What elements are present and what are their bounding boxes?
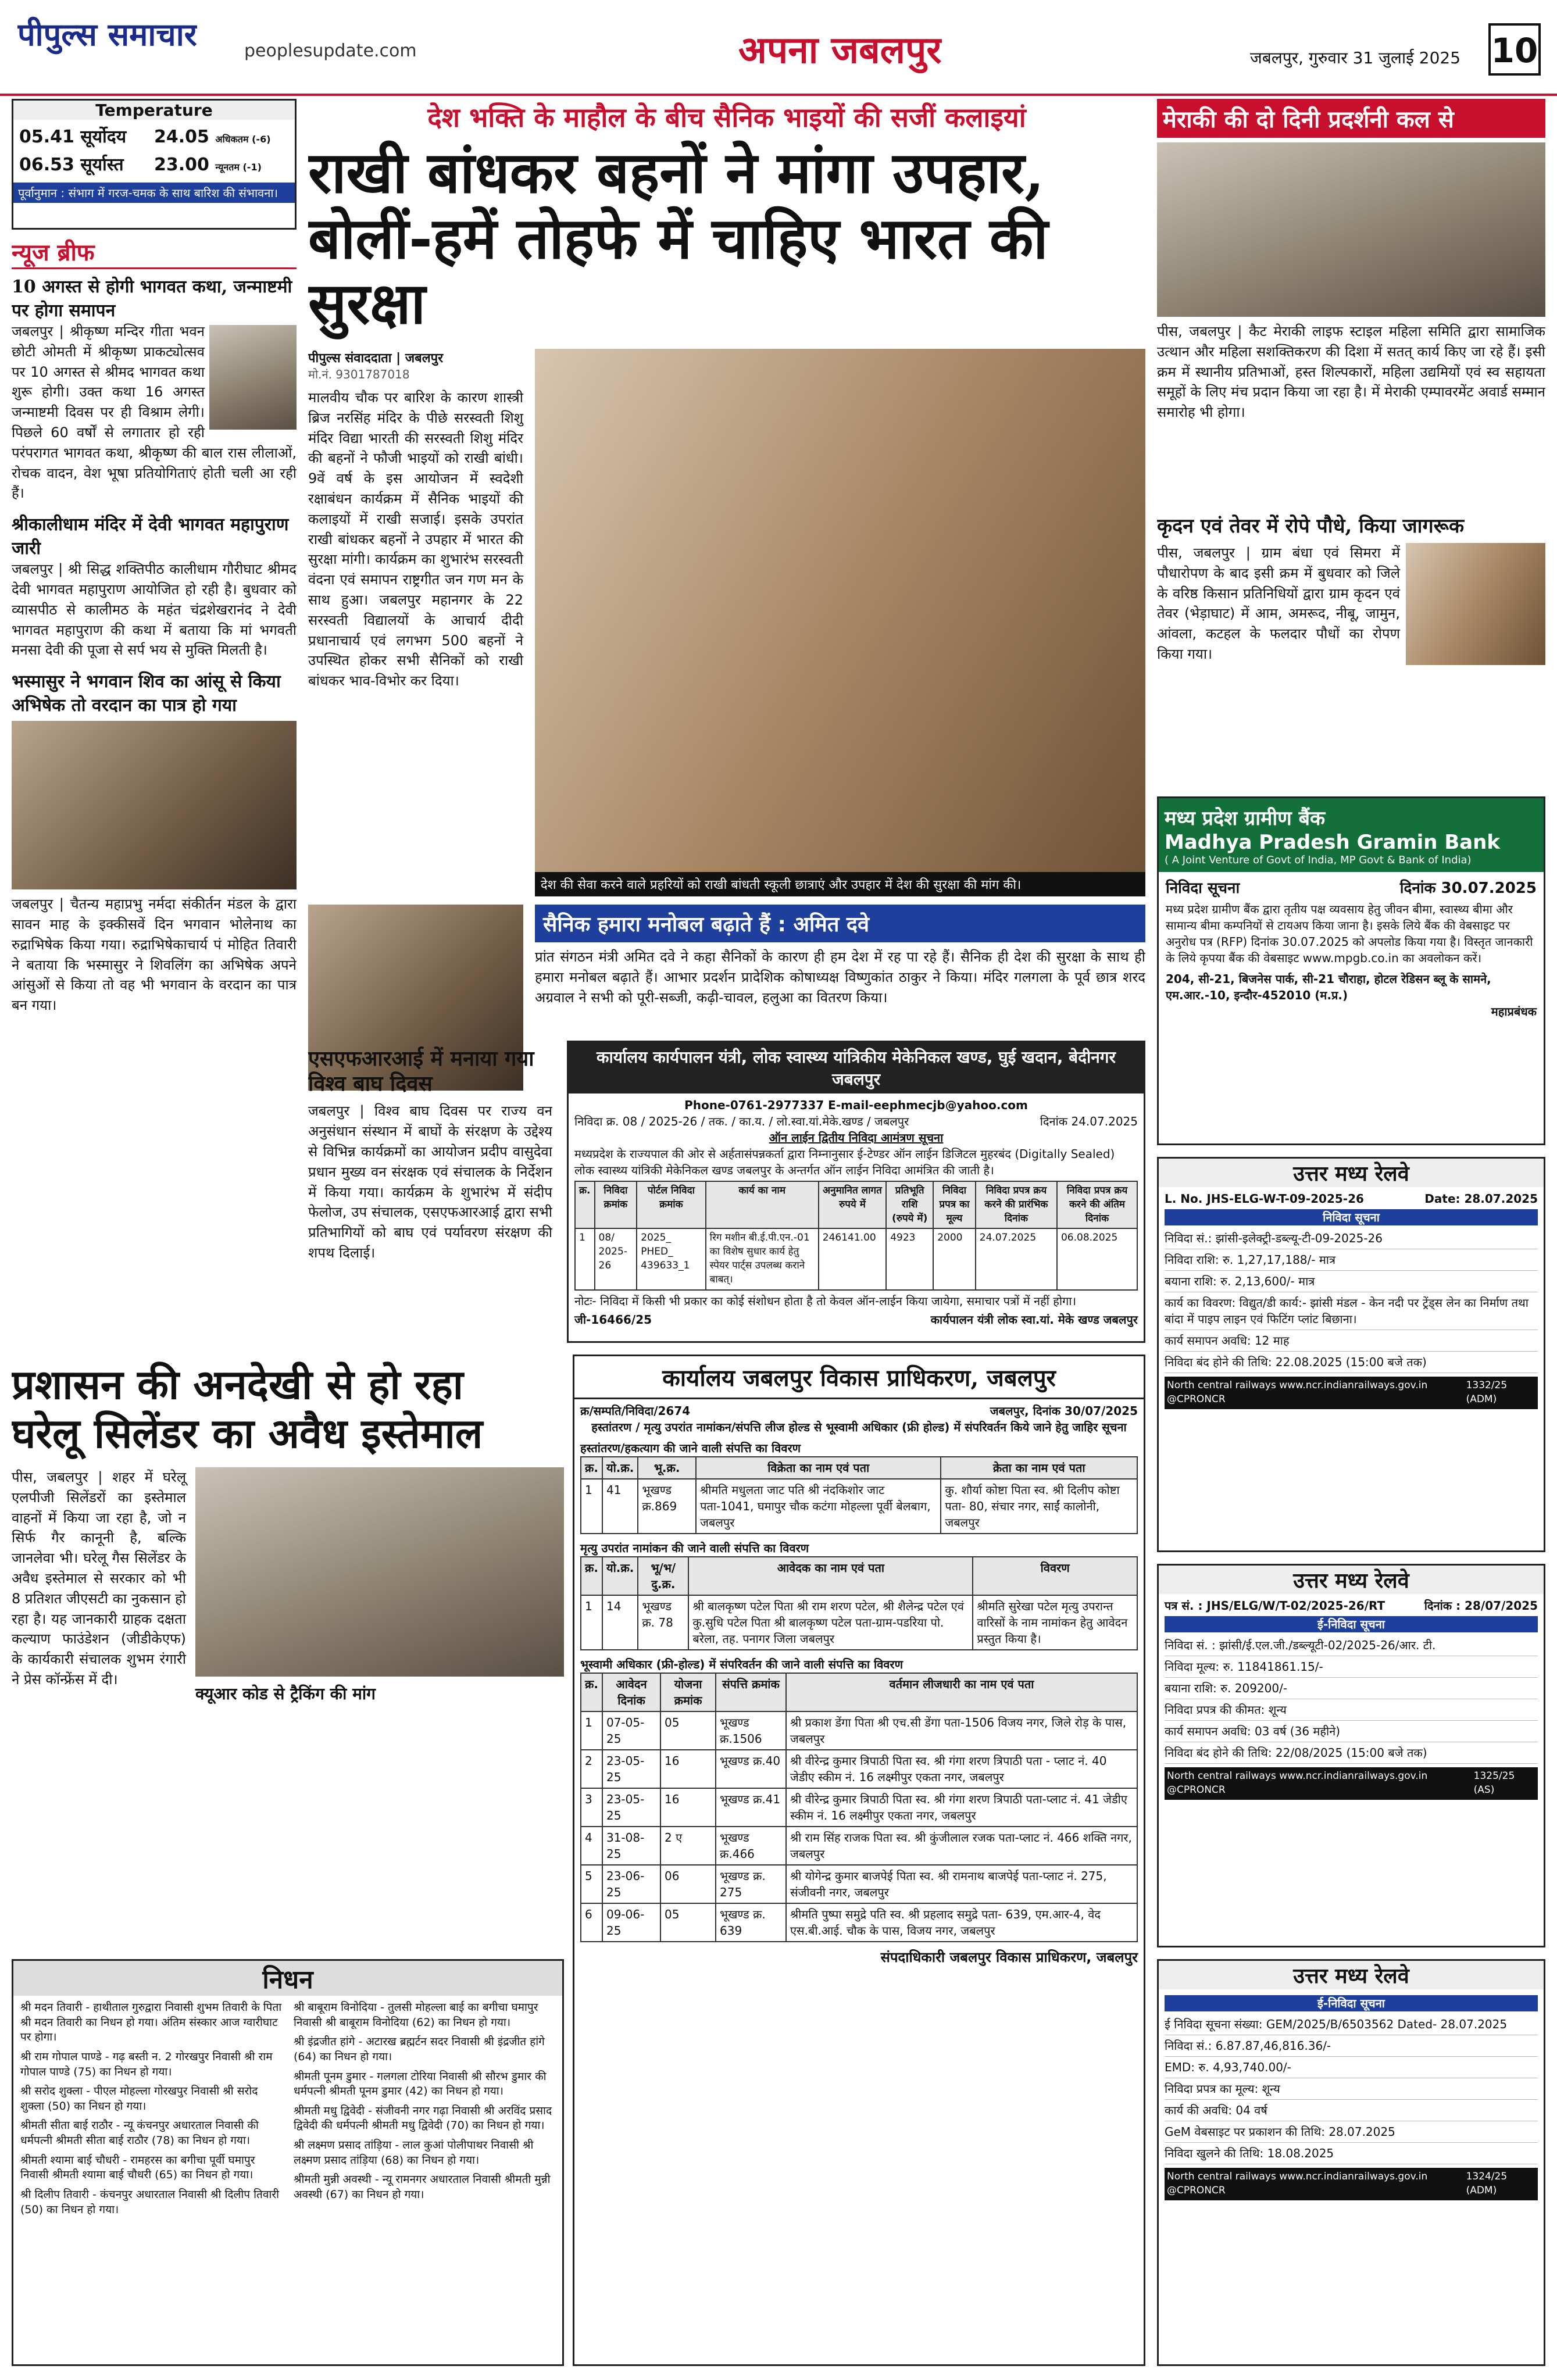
phed-signature: कार्यपालन यंत्री लोक स्वा.यां. मेके खण्ड जबलपुर <box>930 1312 1138 1327</box>
table-header-cell: क्रेता का नाम एवं पता <box>941 1457 1137 1479</box>
lead-body: मालवीय चौक पर बारिश के कारण शास्त्री ब्रिज नरसिंह मंदिर के पीछे सरस्वती शिशु मंदिर विद्या भारती की सरस्वती शिशु मंदिर की बहनों ने फौजी भाइयों को राखी बांधी। 9वें वर्ष के इस आयोजन में स्वदेशी रक्षाबंधन कार्यक्रम में सैनिक भाइयों की कलाइयों में राखी सजाई। इसके उपरांत राखी बांधकर बहनों ने उपहार में भारत की सुरक्षा मांगी। कार्यक्रम का शुभारंभ सरस्वती वंदना एवं समापन राष्ट्रगीत जन गण मन के साथ हुआ। जबलपुर महानगर के 22 सरस्वती विद्यालयों के आचार्य दीदी प्रधानाचार्य एवं लगभग 500 बहनों ने उपस्थित होकर सभी सैनिकों को राखी बांधकर भाव-विभोर कर दिया। <box>308 389 523 689</box>
table-header-cell: निविदा प्रपत्र का मूल्य <box>933 1181 976 1228</box>
table-cell: भूखण्ड क्र. 275 <box>716 1865 786 1903</box>
lead-photo <box>535 349 1145 872</box>
phed-contact[interactable]: Phone-0761-2977337 E-mail-eephmecjb@yahoo.com <box>684 1098 1028 1112</box>
tender-line: निविदा सं. : झांसी/ई.एल.जी./डब्ल्यूटी-02/2025-26/आर. टी. <box>1165 1635 1538 1656</box>
tender-line: निविदा सं.: 6.87.87,46,816.36/- <box>1165 2035 1538 2057</box>
table-header-cell: क्र. <box>575 1181 595 1228</box>
lpg-headline-2: घरेलू सिलेंडर का अवैध इस्तेमाल <box>12 1409 483 1457</box>
max-label: अधिकतम (-6) <box>215 134 271 145</box>
table-cell: कु. शौर्या कोष्टा पिता स्व. श्री दिलीप कोष्टा पता- 80, संचार नगर, साईं कालोनी, जबलपुर <box>941 1479 1137 1534</box>
ncr1-code: 1332/25 (ADM) <box>1466 1380 1508 1405</box>
table-cell: 4 <box>581 1827 602 1865</box>
meraki-story <box>1157 99 1545 506</box>
tender-line: निविदा प्रपत्र की कीमत: शून्य <box>1165 1699 1538 1721</box>
table-header-cell: क्र. <box>581 1673 602 1711</box>
section-title: अपना जबलपुर <box>738 28 942 72</box>
brief-story1-photo <box>209 325 297 430</box>
obituary-item: श्री मदन तिवारी - हाथीताल गुरुद्वारा निवासी शुभम तिवारी के पिता श्री मदन तिवारी का निधन हो गया। अंतिम संस्कार आज ग्वारीघाट पर होगा। <box>20 2001 282 2044</box>
ncr1-ref: L. No. JHS-ELG-W-T-09-2025-26 <box>1165 1192 1364 1206</box>
phed-ref: निविदा क्र. 08 / 2025-26 / तक. / का.य. / लो.स्वा.यां.मेके.खण्ड / जबलपुर <box>574 1114 909 1128</box>
jda-table-1 <box>580 1456 1138 1534</box>
lpg-subhead: क्यूआर कोड से ट्रैकिंग की मांग <box>195 1684 376 1703</box>
obituary-item: श्री दिलीप तिवारी - कंचनपुर अधारताल निवासी श्री दिलीप तिवारी (50) का निधन हो गया। <box>20 2188 280 2216</box>
table-cell: श्रीमति मधुलता जाट पति श्री नंदकिशोर जाट पता-1041, घमापुर चौक कटंगा मोहल्ला पूर्वी बेलबाग, जबलपुर <box>696 1479 941 1534</box>
table-cell: 5 <box>581 1865 602 1903</box>
table-cell: 2 <box>581 1750 602 1788</box>
ncr1-date: Date: 28.07.2025 <box>1424 1192 1538 1206</box>
mpgb-sub: ( A Joint Venture of Govt of India, MP Govt & Bank of India) <box>1165 854 1472 866</box>
mpgb-address: 204, सी-21, बिजनेस पार्क, सी-21 चौराहा, होटल रेडिसन ब्लू के सामने, एम.आर.-10, इन्दौर-452010 (म.प्र.) <box>1166 972 1491 1002</box>
sunrise: 05.41 सूर्योदय <box>19 127 127 147</box>
tender-line: निविदा बंद होने की तिथि: 22.08.2025 (15:00 बजे तक) <box>1165 1352 1538 1373</box>
jda-signature: संपदाधिकारी जबलपुर विकास प्राधिकरण, जबलपुर <box>880 1949 1138 1966</box>
news-brief-column <box>12 235 297 1352</box>
table-header-cell: भू.क्र. <box>638 1457 696 1479</box>
table-header-cell: वर्तमान लीजधारी का नाम एवं पता <box>786 1673 1137 1711</box>
meraki-photo <box>1157 142 1545 317</box>
table-cell: रिग मशीन बी.ई.पी.एन.-01 का विशेष सुधार कार्य हेतु स्पेयर पार्ट्स उपलब्ध कराने बाबत्। <box>706 1228 819 1289</box>
table-cell: 1 <box>581 1711 602 1750</box>
ncr3-footer[interactable]: North central railways www.ncr.indianrailways.gov.in @CPRONCR <box>1167 2171 1428 2196</box>
tender-line: निविदा मूल्य: रु. 11841861.15/- <box>1165 1656 1538 1678</box>
mpgb-date: दिनांक 30.07.2025 <box>1399 880 1537 897</box>
table-header-cell: आवेदक का नाम एवं पता <box>688 1557 973 1595</box>
table-cell: 14 <box>602 1595 638 1650</box>
table-cell: 1 <box>581 1595 602 1650</box>
newspaper-logo[interactable]: पीपुल्स समाचार <box>17 16 197 53</box>
ncr3-title: उत्तर मध्य रेलवे <box>1159 1961 1544 1989</box>
sunset: 06.53 सूर्यास्त <box>19 155 124 175</box>
brief-story3-photo <box>12 721 297 889</box>
table-header-cell: विवरण <box>973 1557 1137 1595</box>
table-row <box>581 1711 1137 1750</box>
lpg-headline-1: प्रशासन की अनदेखी से हो रहा <box>12 1360 463 1409</box>
tender-line: निविदा राशि: रु. 1,27,17,188/- मात्र <box>1165 1249 1538 1271</box>
phed-code: जी-16466/25 <box>574 1312 652 1327</box>
table-cell: श्रीमति पुष्पा समुद्रे पति स्व. श्री प्रहलाद समुद्रे पता- 639, एम.आर-4, वेद एस.बी.आई. चौक के पास, विजय नगर, जबलपुर <box>786 1903 1137 1942</box>
table-header-cell: संपत्ति क्रमांक <box>716 1673 786 1711</box>
table-cell: श्री वीरेन्द्र कुमार त्रिपाठी पिता स्व. श्री गंगा शरण त्रिपाठी पता - प्लाट नं. 40 जेडीए स्कीम नं. 16 लक्ष्मीपुर एकता नगर, जबलपुर <box>786 1750 1137 1788</box>
tiger-day-story <box>308 1046 552 1349</box>
table-cell: 31-08-25 <box>602 1827 660 1865</box>
table-cell: 05 <box>660 1711 716 1750</box>
table-cell: 08/ 2025-26 <box>595 1228 637 1289</box>
table-header-cell: योजना क्रमांक <box>660 1673 716 1711</box>
phed-title: कार्यालय कार्यपालन यंत्री, लोक स्वास्थ्य यांत्रिकीय मेकेनिकल खण्ड, घुई खदान, बेदीनगर जबलपुर <box>569 1042 1144 1093</box>
table-header-cell: अनुमानित लागत रुपये में <box>819 1181 886 1228</box>
obituary-item: श्रीमती पूनम डुमार - गलगला टोरिया निवासी श्री सौरभ डुमार की धर्मपत्नी श्रीमती पूनम डुमार (42) का निधन हो गया। <box>294 2070 547 2098</box>
ncr2-title: उत्तर मध्य रेलवे <box>1159 1566 1544 1594</box>
table-row <box>581 1903 1137 1942</box>
table-cell: 41 <box>602 1479 638 1534</box>
mpgb-name-hi: मध्य प्रदेश ग्रामीण बैंक <box>1165 807 1326 830</box>
tender-line: ई निविदा सूचना संख्या: GEM/2025/B/6503562 Dated- 28.07.2025 <box>1165 2014 1538 2035</box>
lead-mobile: मो.नं. 9301787018 <box>308 367 410 382</box>
tender-line: कार्य की अवधि: 04 वर्ष <box>1165 2100 1538 2121</box>
lead-kicker: देश भक्ति के माहौल के बीच सैनिक भाइयों की सजीं कलाइयां <box>427 102 1026 133</box>
meraki-text: पीस, जबलपुर | कैट मेराकी लाइफ स्टाइल महिला समिति द्वारा सामाजिक उत्थान और महिला सशक्तिकरण की दिशा में सतत् कार्य किए जा रहे हैं। इसी क्रम में स्थानीय प्रतिभाओं, हस्त शिल्पकारों, महिला उद्यमियों एवं स्व सहायता समूहों के लिए मंच प्रदान किया जा रहा है। में मेराकी एम्पावरमेंट अवार्ड सम्मान समारोह भी होगा। <box>1157 323 1545 421</box>
lead-sub-banner: सैनिक हमारा मनोबल बढ़ाते हैं : अमित दवे <box>535 905 1145 942</box>
table-cell: 3 <box>581 1788 602 1827</box>
table-cell: भूखण्ड क्र.869 <box>638 1479 696 1534</box>
table-cell: 16 <box>660 1788 716 1827</box>
ncr-tender-1 <box>1157 1157 1545 1552</box>
table-header-row <box>581 1673 1137 1711</box>
table-cell: 23-06-25 <box>602 1865 660 1903</box>
min-label: न्यूनतम (-1) <box>215 162 262 173</box>
table-cell: 24.07.2025 <box>976 1228 1057 1289</box>
tender-line: निविदा खुलने की तिथि: 18.08.2025 <box>1165 2143 1538 2164</box>
table-header-cell: यो.क्र. <box>602 1557 638 1595</box>
table-cell: भूखण्ड क्र.41 <box>716 1788 786 1827</box>
table-header-cell: प्रतिभूति राशि (रुपये में) <box>886 1181 933 1228</box>
jda-table2-title: मृत्यु उपरांत नामांकन की जाने वाली संपत्ति का विवरण <box>580 1541 809 1555</box>
obituary-item: श्री इंद्रजीत हांगे - अटारख ब्रह्मर्टन सदर निवासी श्री इंद्रजीत हांगे (64) का निधन हो गया। <box>294 2035 545 2063</box>
brief-story3-title: भस्मासुर ने भगवान शिव का आंसू से किया अभिषेक तो वरदान का पात्र हो गया <box>12 671 281 716</box>
obituary-item: श्री बाबूराम विनोदिया - तुलसी मोहल्ला बाई का बगीचा घमापुर निवासी श्री बाबूराम विनोदिया (62) का निधन हो गया। <box>294 2001 538 2029</box>
phed-tender-ad <box>567 1041 1145 1343</box>
tender-line: GeM वेबसाइट पर प्रकाशन की तिथि: 28.07.2025 <box>1165 2121 1538 2143</box>
brief-title: न्यूज ब्रीफ <box>12 235 297 269</box>
table-cell: भूखण्ड क्र.40 <box>716 1750 786 1788</box>
tender-line: कार्य समापन अवधि: 12 माह <box>1165 1330 1538 1352</box>
obituary-item: श्रीमती मधु द्विवेदी - संजीवनी नगर गढ़ा निवासी श्री अरविंद प्रसाद द्विवेदी की धर्मपत्नी श्रीमती मधु द्विवेदी (70) का निधन हो गया। <box>294 2104 552 2132</box>
table-row <box>581 1865 1137 1903</box>
masthead <box>0 0 1557 96</box>
phed-subtitle: ऑन लाईन द्वितीय निविदा आमंत्रण सूचना <box>769 1131 944 1145</box>
ncr2-date: दिनांक : 28/07/2025 <box>1424 1599 1538 1613</box>
ncr1-footer[interactable]: North central railways www.ncr.indianrailways.gov.in @CPRONCR <box>1167 1380 1428 1405</box>
table-cell: 06.08.2025 <box>1057 1228 1137 1289</box>
table-cell: श्रीमति सुरेखा पटेल मृत्यु उपरान्त वारिसों के नाम नामांकन हेतु आवेदन प्रस्तुत किया है। <box>973 1595 1137 1650</box>
plants-title: कृदन एवं तेवर में रोपे पौधे, किया जागरूक <box>1157 514 1465 538</box>
ncr3-lines <box>1165 2014 1538 2164</box>
ncr3-code: 1324/25 (ADM) <box>1466 2171 1508 2196</box>
table-header-cell: क्र. <box>581 1557 602 1595</box>
table-cell: भूखण्ड क्र.1506 <box>716 1711 786 1750</box>
table-cell: 6 <box>581 1903 602 1942</box>
lead-headline-1: राखी बांधकर बहनों ने मांगा उपहार, <box>308 140 1045 206</box>
tender-line: बयाना राशि: रु. 209200/- <box>1165 1678 1538 1699</box>
table-cell: 4923 <box>886 1228 933 1289</box>
ncr1-title: उत्तर मध्य रेलवे <box>1159 1159 1544 1187</box>
table-cell: 09-06-25 <box>602 1903 660 1942</box>
phed-table <box>574 1181 1138 1291</box>
obituary-box <box>12 1959 564 2366</box>
obituary-item: श्री सरोद शुक्ला - पीएल मोहल्ला गोरखपुर निवासी श्री सरोद शुक्ला (50) का निधन हो गया। <box>20 2085 258 2113</box>
lpg-text: पीस, जबलपुर | शहर में घरेलू एलपीजी सिलेंडरों का इस्तेमाल वाहनों में किया जा रहा है, जो न सिर्फ गैर कानूनी है, बल्कि जानलेवा भी। घरेलू गैस सिलेंडर के अवैध इस्तेमाल से सरकार को भी 8 प्रतिशत जीएसटी का नुकसान हो रहा है। यह जानकारी ग्राहक दक्षता कल्याण फाउंडेशन (जीडीकेएफ) के कार्यकारी संचालक शुभम रंगारी ने प्रेस कॉन्फ्रेंस में दी। <box>12 1469 186 1688</box>
table-header-cell: निविदा क्रमांक <box>595 1181 637 1228</box>
mpgb-ad <box>1157 796 1545 1145</box>
tender-line: निविदा सं.: झांसी-इलेक्ट्री-डब्ल्यू-टी-09-2025-26 <box>1165 1228 1538 1249</box>
brief-story1-title: 10 अगस्त से होगी भागवत कथा, जन्माष्टमी पर होगा समापन <box>12 277 292 321</box>
forecast: पूर्वानुमान : संभाग में गरज-चमक के साथ बारिश की संभावना। <box>13 183 295 203</box>
obituary-item: श्री लक्ष्मण प्रसाद तांड़िया - लाल कुआं पोलीपाथर निवासी श्री लक्ष्मण प्रसाद तांड़िया (68) का निधन हो गया। <box>294 2139 534 2167</box>
table-cell: श्री प्रकाश डेंगा पिता श्री एच.सी डेंगा पता-1506 विजय नगर, जिले रोड़ के पास, जबलपुर <box>786 1711 1137 1750</box>
obituary-list <box>13 1996 562 2222</box>
jda-date: जबलपुर, दिनांक 30/07/2025 <box>990 1404 1138 1418</box>
mpgb-name-en: Madhya Pradesh Gramin Bank <box>1165 831 1500 854</box>
jda-table3-title: भूस्वामी अधिकार (फ्री-होल्ड) में संपरिवर्तन की जाने वाली संपत्ति का विवरण <box>580 1657 904 1671</box>
tender-line: निविदा बंद होने की तिथि: 22/08/2025 (15:00 बजे तक) <box>1165 1742 1538 1764</box>
phed-intro: मध्यप्रदेश के राज्यपाल की ओर से अर्हतासंपन्नकर्ता द्वारा निम्नानुसार ई-टेण्डर ऑन लाईन डिजिटल मुहरबंद (Digitally Sealed) लोक स्वास्थ्य यांत्रिकी मेकेनिकल खण्ड जबलपुर के अन्तर्गत ऑन लाईन निविदा आमंत्रित की जाती है। <box>574 1147 1115 1177</box>
table-cell: भूखण्ड क्र. 78 <box>638 1595 688 1650</box>
plants-text: पीस, जबलपुर | ग्राम बंधा एवं सिमरा में पौधारोपण के बाद इसी क्रम में बुधवार को जिले के वरिष्ठ किसान प्रतिनिधियों द्वारा ग्राम कृदन एवं तेवर (भेड़ाघाट) में आम, अमरूद, नीबू, जामुन, आंवला, कटहल के फलदार पौधों का रोपण किया गया। <box>1157 545 1400 662</box>
meraki-title: मेराकी की दो दिनी प्रदर्शनी कल से <box>1157 99 1545 138</box>
lead-byline: पीपुल्स संवाददाता | जबलपुर <box>308 351 444 366</box>
temperature-label: Temperature <box>13 101 295 120</box>
table-cell: 06 <box>660 1865 716 1903</box>
lead-headline-2: बोलीं-हमें तोहफे में चाहिए भारत की सुरक्षा <box>308 205 1048 338</box>
ncr2-notice: ई-निविदा सूचना <box>1165 1616 1538 1632</box>
table-cell: 1 <box>581 1479 602 1534</box>
table-cell: 16 <box>660 1750 716 1788</box>
ncr2-lines <box>1165 1635 1538 1764</box>
lead-photo-caption: देश की सेवा करने वाले प्रहरियों को राखी बांधती स्कूली छात्राएं और उपहार में देश की सुरक्षा की मांग की। <box>535 872 1145 896</box>
ncr1-notice: निविदा सूचना <box>1165 1209 1538 1225</box>
table-cell: भूखण्ड क्र.466 <box>716 1827 786 1865</box>
obituary-item: श्रीमती श्यामा बाई चौधरी - रामहरस का बगीचा पूर्वी घमापुर निवासी श्रीमती श्यामा बाई चौधरी (65) का निधन हो गया। <box>20 2153 255 2182</box>
table-cell: 246141.00 <box>819 1228 886 1289</box>
jda-subtitle: हस्तांतरण / मृत्यु उपरांत नामांकन/संपत्ति लीज होल्ड से भूस्वामी अधिकार (फ्री होल्ड) में संपरिवर्तन किये जाने हेतु जाहिर सूचना <box>591 1420 1127 1434</box>
plants-photo <box>1406 543 1545 665</box>
table-cell: 05 <box>660 1903 716 1942</box>
table-header-cell: क्र. <box>581 1457 602 1479</box>
dateline: जबलपुर, गुरुवार 31 जुलाई 2025 <box>1250 48 1461 67</box>
tender-line: निविदा प्रपत्र का मूल्य: शून्य <box>1165 2078 1538 2100</box>
obituary-title: निधन <box>13 1961 562 1996</box>
jda-table1-title: हस्तांतरण/हकत्याग की जाने वाली संपत्ति का विवरण <box>580 1441 801 1455</box>
table-cell: 23-05-25 <box>602 1750 660 1788</box>
table-row <box>581 1827 1137 1865</box>
table-cell: 1 <box>575 1228 595 1289</box>
table-header-cell: आवेदन दिनांक <box>602 1673 660 1711</box>
tender-line: बयाना राशि: रु. 2,13,600/- मात्र <box>1165 1271 1538 1292</box>
brief-story2-title: श्रीकालीधाम मंदिर में देवी भागवत महापुराण जारी <box>12 514 289 559</box>
tiger-title: एसएफआरआई में मनाया गया विश्व बाघ दिवस <box>308 1046 534 1096</box>
ncr-tender-3 <box>1157 1959 1545 2366</box>
tender-line: कार्य का विवरण: विद्युत/डी कार्य:- झांसी मंडल - केन नदी पर ट्रेंड्‌स लेन का निर्माण तथा बांदा में पाइप लाइन एवं फिटिंग प्लांट बिछाना। <box>1165 1292 1538 1330</box>
site-url[interactable]: peoplesupdate.com <box>244 41 417 61</box>
mpgb-sign: महाप्रबंधक <box>1491 1005 1537 1019</box>
table-header-cell: यो.क्र. <box>602 1457 638 1479</box>
brief-story3-text: जबलपुर | चैतन्य महाप्रभु नर्मदा संकीर्तन मंडल के द्वारा सावन माह के इक्कीसवें दिन भगवान भोलेनाथ का रुद्राभिषेक किया गया। रुद्राभिषेकाचार्य पं मोहित तिवारी ने बताया कि भस्मासुर ने शिवलिंग का अभिषेक अपने आंसुओं से किया तो वह भी भगवान के वरदान का पात्र बन गया। <box>12 896 297 1014</box>
table-cell: श्री वीरेन्द्र कुमार त्रिपाठी पिता स्व. श्री गंगा शरण त्रिपाठी पता-प्लाट नं. 41 जेडीए स्कीम नं. 16 लक्ष्मीपुर एकता नगर, जबलपुर <box>786 1788 1137 1827</box>
ncr3-notice: ई-निविदा सूचना <box>1165 1995 1538 2011</box>
table-header-cell: निविदा प्रपत्र क्रय करने की प्रारंभिक दिनांक <box>976 1181 1057 1228</box>
lpg-photo <box>195 1467 564 1677</box>
brief-story2-text: जबलपुर | श्री सिद्ध शक्तिपीठ कालीधाम गौरीघाट श्रीमद देवी भागवत महापुराण आयोजित हो रही है। बुधवार को व्यासपीठ से कालीमठ के महंत चंद्रशेखरानंद ने देवी भागवत महापुराण की कथा में बताया कि मां भगवती मनसा देवी की पूजा से सर्प भय से मुक्ति मिलती है। <box>12 561 297 659</box>
table-header-cell: भू/भ/दु.क्र. <box>638 1557 688 1595</box>
obituary-item: श्रीमती सीता बाई राठौर - न्यू कंचनपुर अधारताल निवासी की धर्मपत्नी श्रीमती सीता बाई राठौर (78) का निधन हो गया। <box>20 2119 259 2147</box>
tender-line: EMD: रु. 4,93,740.00/- <box>1165 2057 1538 2078</box>
tender-line: कार्य समापन अवधि: 03 वर्ष (36 महीने) <box>1165 1721 1538 1742</box>
table-cell: भूखण्ड क्र. 639 <box>716 1903 786 1942</box>
ncr-tender-2 <box>1157 1564 1545 1947</box>
obituary-item: श्री राम गोपाल पाण्डे - गढ़ बस्ती न. 2 गोरखपुर निवासी श्री राम गोपाल पाण्डे (75) का निधन हो गया। <box>20 2050 273 2078</box>
jda-ref: क्र/सम्पति/निविदा/2674 <box>580 1404 691 1418</box>
table-header-cell: निविदा प्रपत्र क्रय करने की अंतिम दिनांक <box>1057 1181 1137 1228</box>
tiger-text: जबलपुर | विश्व बाघ दिवस पर राज्य वन अनुसंधान संस्थान में बाघों के संरक्षण के उद्देश्य से विभिन्न कार्यक्रमों का आयोजन प्रदीप वासुदेवा प्रधान मुख्य वन संरक्षक एवं संचालक के निर्देशन में किया गया। कार्यक्रम के शुभारंभ में संदीप फेलोज, उप संचालक, एसएफआरआई द्वारा सभी प्रतिभागियों को बाघ एवं पर्यावरण संरक्षण की शपथ दिलाई। <box>308 1103 552 1261</box>
table-cell: 2000 <box>933 1228 976 1289</box>
table-cell: 23-05-25 <box>602 1788 660 1827</box>
plants-story <box>1157 512 1545 785</box>
table-cell: श्री बालकृष्ण पटेल पिता श्री राम शरण पटेल, श्री शैलेन्द्र पटेल एवं कु.सुधि पटेल पिता श्री बालकृष्ण पटेल पता-ग्राम-पडरिया पो. बरेला, तह. पनागर जिला जबलपुर <box>688 1595 973 1650</box>
table-header-cell: कार्य का नाम <box>706 1181 819 1228</box>
phed-date: दिनांक 24.07.2025 <box>1040 1114 1138 1128</box>
min-temp: 23.00 <box>154 155 209 175</box>
temperature-box <box>12 99 297 230</box>
ncr2-ref: पत्र सं. : JHS/ELG/W/T-02/2025-26/RT <box>1165 1599 1385 1613</box>
table-row <box>581 1788 1137 1827</box>
mpgb-notice-title: निविदा सूचना <box>1166 880 1240 897</box>
jda-table-3 <box>580 1673 1138 1942</box>
table-header-cell: विक्रेता का नाम एवं पता <box>696 1457 941 1479</box>
ncr2-footer[interactable]: North central railways www.ncr.indianrailways.gov.in @CPRONCR <box>1167 1770 1428 1796</box>
table-cell: श्री योगेन्द्र कुमार बाजपेई पिता स्व. श्री रामनाथ बाजपेई पता-प्लाट नं. 275, संजीवनी नगर, जबलपुर <box>786 1865 1137 1903</box>
mpgb-text: मध्य प्रदेश ग्रामीण बैंक द्वारा तृतीय पक्ष व्यवसाय हेतु जीवन बीमा, स्वास्थ्य बीमा और सामान्य बीमा कम्पनियों से टायअप किया जाना है। इसके लिये बैंक की वेबसाइट पर अनुरोध पत्र (RFP) दिनांक 30.07.2025 को अपलोड किया गया है। विस्तृत जानकारी के लिये कृपया बैंक की वेबसाइट www.mpgb.co.in का अवलोकन करें। <box>1166 902 1533 965</box>
page-number: 10 <box>1488 23 1541 76</box>
max-temp: 24.05 <box>154 127 209 147</box>
table-cell: श्री राम सिंह राजक पिता स्व. श्री कुंजीलाल रजक पता-प्लाट नं. 466 शक्ति नगर, जबलपुर <box>786 1827 1137 1865</box>
ncr1-lines <box>1165 1228 1538 1373</box>
phed-note: नोटः- निविदा में किसी भी प्रकार का कोई संशोधन होता है तो केवल ऑन-लाईन किया जायेगा, समाचार पत्रों में नहीं होगा। <box>574 1293 1077 1308</box>
lead-sub-text: प्रांत संगठन मंत्री अमित दवे ने कहा सैनिकों के कारण ही हम देश में रह पा रहे हैं। सैनिक ही देश की सुरक्षा के साथ ही हमारा मनोबल बढ़ाते हैं। आभार प्रदर्शन प्रादेशिक कोषाध्यक्ष विष्णुकांत ठाकुर ने किया। मंदिर गलगला के पूर्व छात्र शरद अग्रवाल ने सभी को पूरी-सब्जी, कढ़ी-चावल, हलुआ का वितरण किया। <box>535 949 1145 1006</box>
ncr2-code: 1325/25 (AS) <box>1473 1770 1515 1796</box>
jda-title: कार्यालय जबलपुर विकास प्राधिकरण, जबलपुर <box>574 1356 1144 1399</box>
lpg-story <box>12 1360 564 1953</box>
brief-story1-text: जबलपुर | श्रीकृष्ण मन्दिर गीता भवन छोटी ओमती में श्रीकृष्ण प्राकट्योत्सव पर 10 अगस्त से श्रीमद भागवत कथा शुरू होगी। उक्त कथा 16 अगस्त जन्माष्टमी दिवस पर ही विश्राम लेगी। पिछले 60 वर्षों से लगातार हो रही परंपरागत भागवत कथा, श्रीकृष्ण की बाल रास लीलाओं, रोचक वादन, वेश भूषा प्रतियोगिताएं होती चली आ रही हैं। <box>12 323 297 502</box>
jda-notice-ad <box>573 1355 1145 2366</box>
table-cell: 2 ए <box>660 1827 716 1865</box>
table-cell: 2025_ PHED_ 439633_1 <box>637 1228 705 1289</box>
obituary-item: श्रीमती मुन्नी अवस्थी - न्यू रामनगर अधारताल निवासी श्रीमती मुन्नी अवस्थी (67) का निधन हो गया। <box>294 2173 551 2202</box>
table-cell: 07-05-25 <box>602 1711 660 1750</box>
table-header-cell: पोर्टल निविदा क्रमांक <box>637 1181 705 1228</box>
jda-table-2 <box>580 1556 1138 1650</box>
table-row <box>581 1750 1137 1788</box>
